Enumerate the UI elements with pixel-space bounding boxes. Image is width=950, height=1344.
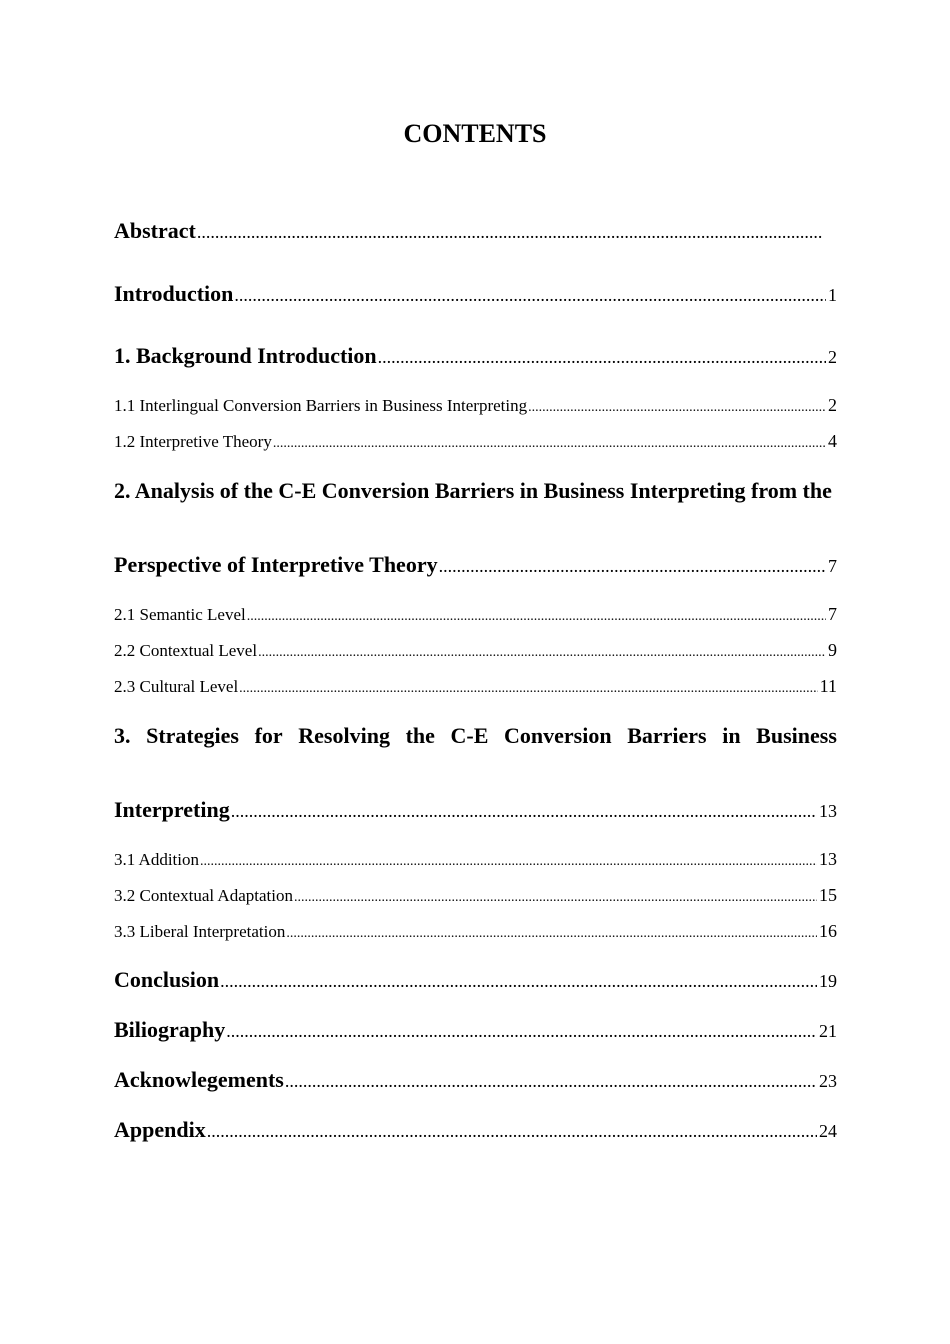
toc-page-number: 19 (819, 971, 837, 991)
toc-dot-leader (258, 641, 826, 665)
toc-page-number: 2 (828, 347, 837, 367)
heading-word: Business (756, 723, 837, 748)
toc-entry-appendix[interactable] (114, 1115, 837, 1146)
heading-word: C-E (450, 723, 489, 748)
toc-entry-abstract[interactable] (114, 216, 837, 247)
toc-dot-leader (231, 796, 817, 826)
toc-page-number: 7 (828, 556, 837, 576)
heading-word: Resolving (298, 723, 390, 748)
toc-entry-chapter-2[interactable] (114, 550, 837, 581)
toc-dot-leader (234, 280, 826, 310)
heading-word: Strategies (146, 723, 239, 748)
toc-entry-label: Interpreting (114, 797, 230, 822)
toc-dot-leader (439, 551, 826, 581)
toc-page-number: 2 (828, 395, 837, 415)
page-title: CONTENTS (403, 119, 547, 148)
toc-entry-conclusion[interactable] (114, 965, 837, 996)
heading-word: in (722, 723, 741, 748)
toc-page-number: 11 (819, 676, 837, 696)
heading-word: 3. (114, 723, 131, 748)
toc-page-number: 15 (819, 885, 837, 905)
toc-page-number: 13 (819, 801, 837, 821)
toc-entry-label: Introduction (114, 281, 234, 306)
toc-entry-section-1-1[interactable] (114, 393, 837, 420)
toc-page-number: 13 (819, 849, 837, 869)
toc-dot-leader (247, 605, 826, 629)
toc-page-number: 21 (819, 1021, 837, 1041)
heading-word: Conversion (504, 723, 612, 748)
toc-entry-section-2-3[interactable] (114, 674, 837, 701)
toc-entry-section-3-3[interactable] (114, 919, 837, 946)
toc-entry-label: Biliography (114, 1017, 226, 1042)
toc-page-number: 4 (828, 431, 837, 451)
toc-dot-leader (200, 850, 817, 874)
toc-entry-acknowledgements[interactable] (114, 1065, 837, 1096)
toc-dot-leader (528, 396, 826, 420)
heading-word: Barriers (627, 723, 707, 748)
toc-dot-leader (207, 1116, 817, 1146)
toc-dot-leader (294, 886, 817, 910)
heading-word: the (405, 723, 435, 748)
toc-entry-label: 1.2 Interpretive Theory (114, 432, 272, 451)
toc-entry-label: Abstract (114, 218, 196, 243)
toc-entry-introduction[interactable] (114, 279, 837, 310)
toc-entry-label: Perspective of Interpretive Theory (114, 552, 438, 577)
toc-dot-leader (239, 677, 817, 701)
toc-entry-label: 1.1 Interlingual Conversion Barriers in Business Interpreting (114, 396, 528, 415)
toc-entry-label: 1. Background Introduction (114, 343, 377, 368)
toc-entry-label: 2.2 Contextual Level (114, 641, 258, 660)
toc-entry-label: Acknowlegements (114, 1067, 284, 1092)
toc-entry-label: 3.2 Contextual Adaptation (114, 886, 293, 905)
toc-entry-section-2-1[interactable] (114, 602, 837, 629)
heading-word: for (254, 723, 283, 748)
toc-dot-leader (220, 966, 817, 996)
toc-page-number: 16 (819, 921, 837, 941)
toc-dot-leader (286, 922, 817, 946)
toc-dot-leader (197, 217, 823, 247)
toc-entry-label: Appendix (114, 1117, 206, 1142)
toc-entry-section-3-2[interactable] (114, 883, 837, 910)
toc-entry-section-1-2[interactable] (114, 429, 837, 456)
toc-dot-leader (273, 432, 826, 456)
toc-dot-leader (226, 1016, 817, 1046)
toc-page-number: 23 (819, 1071, 837, 1091)
toc-entry-label: 3.1 Addition (114, 850, 200, 869)
toc-dot-leader (285, 1066, 817, 1096)
toc-dot-leader (378, 342, 826, 372)
toc-page-number: 7 (828, 604, 837, 624)
toc-entry-bibliography[interactable] (114, 1015, 837, 1046)
toc-page-number: 24 (819, 1121, 837, 1141)
toc-entry-label: 3.3 Liberal Interpretation (114, 922, 286, 941)
toc-entry-chapter-1[interactable] (114, 341, 837, 372)
toc-entry-label: 2.1 Semantic Level (114, 605, 246, 624)
toc-entry-label: Conclusion (114, 967, 220, 992)
toc-page-number: 9 (828, 640, 837, 660)
toc-entry-chapter-3[interactable] (114, 795, 837, 826)
toc-entry-section-2-2[interactable] (114, 638, 837, 665)
toc-entry-label: 2.3 Cultural Level (114, 677, 239, 696)
toc-page-number: 1 (828, 285, 837, 305)
toc-entry-section-3-1[interactable] (114, 847, 837, 874)
toc-entry-chapter-2-line-1[interactable]: 2. Analysis of the C-E Conversion Barriers in Business Interpreting from the (114, 478, 832, 503)
toc-entry-chapter-3-line-1[interactable] (114, 721, 837, 751)
